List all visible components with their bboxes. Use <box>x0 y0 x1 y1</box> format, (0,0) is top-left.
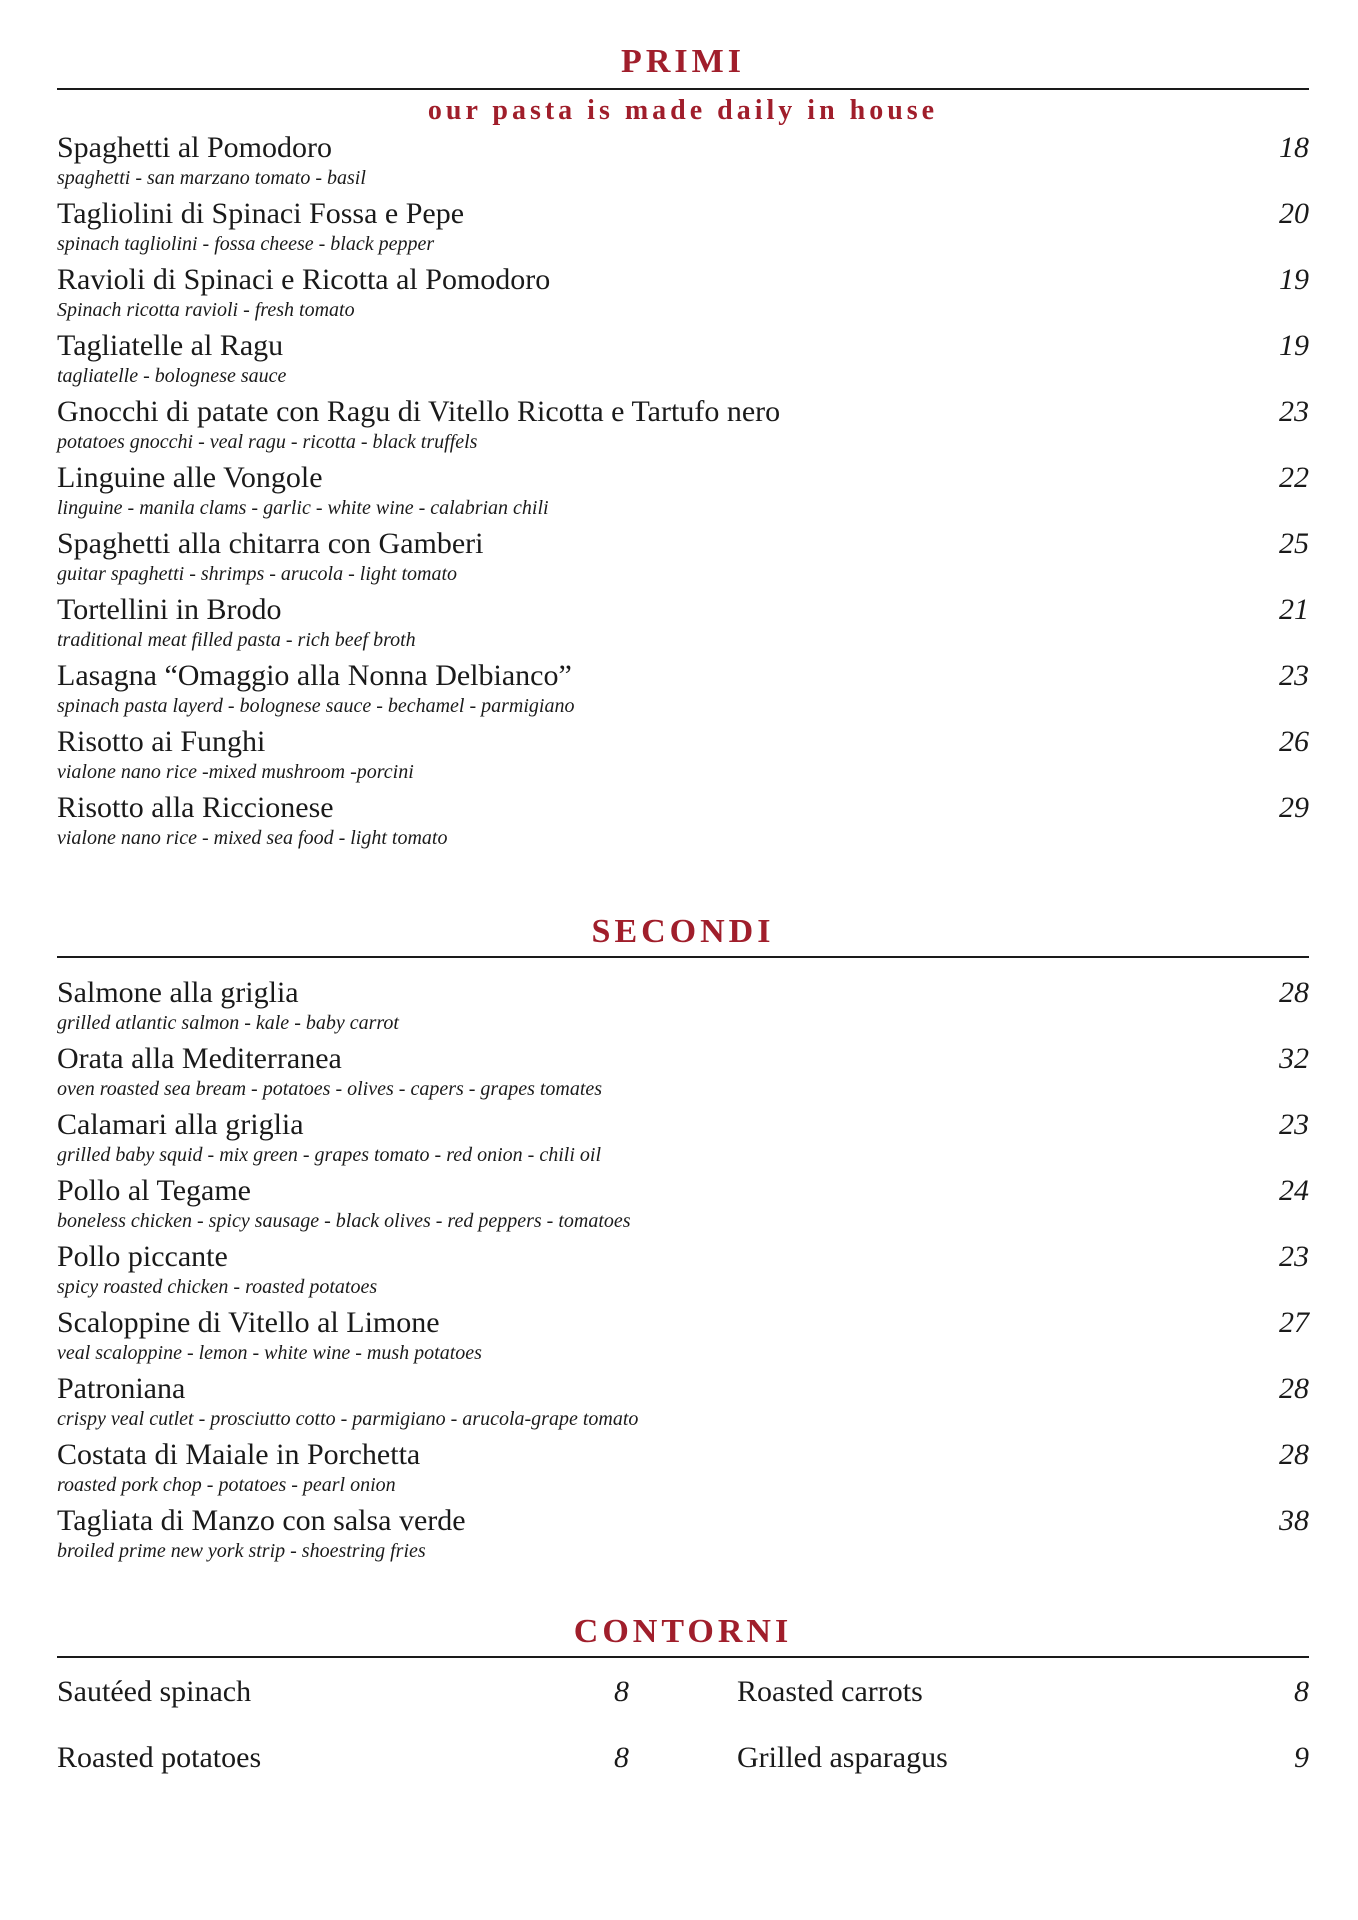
item-description: vialone nano rice -mixed mushroom -porcini <box>57 761 414 783</box>
menu-item <box>57 1239 1309 1303</box>
menu-item <box>57 975 1309 1039</box>
item-name: Spaghetti al Pomodoro <box>57 131 332 164</box>
item-description: guitar spaghetti - shrimps - arucola - light tomato <box>57 563 457 585</box>
item-name: Linguine alle Vongole <box>57 461 323 494</box>
menu-item <box>57 394 1309 458</box>
item-name: Lasagna “Omaggio alla Nonna Delbianco” <box>57 659 572 692</box>
menu-item <box>57 724 1309 788</box>
menu-item <box>57 130 1309 194</box>
menu-item <box>57 1305 1309 1369</box>
secondi-title: SECONDI <box>591 913 775 950</box>
primi-divider <box>57 88 1309 90</box>
menu-item <box>57 1173 1309 1237</box>
item-description: broiled prime new york strip - shoestring fries <box>57 1540 426 1562</box>
menu-item <box>57 1503 1309 1567</box>
item-price: 20 <box>1279 197 1309 230</box>
item-price: 26 <box>1279 725 1309 758</box>
item-name: Tortellini in Brodo <box>57 593 282 626</box>
item-price: 19 <box>1279 329 1309 362</box>
item-name: Calamari alla griglia <box>57 1108 304 1141</box>
item-description: traditional meat filled pasta - rich beef broth <box>57 629 416 651</box>
side-name: Grilled asparagus <box>737 1741 948 1774</box>
item-description: spinach pasta layerd - bolognese sauce - bechamel - parmigiano <box>57 695 575 717</box>
item-name: Tagliatelle al Ragu <box>57 329 284 362</box>
side-price: 9 <box>1294 1741 1309 1774</box>
side-name: Roasted carrots <box>737 1675 923 1708</box>
item-price: 29 <box>1279 791 1309 824</box>
item-name: Patroniana <box>57 1372 186 1405</box>
item-description: crispy veal cutlet - prosciutto cotto - parmigiano - arucola-grape tomato <box>57 1408 639 1430</box>
side-price: 8 <box>614 1741 629 1774</box>
item-description: vialone nano rice - mixed sea food - light tomato <box>57 827 448 849</box>
menu-item <box>57 460 1309 524</box>
item-price: 38 <box>1279 1504 1309 1537</box>
side-item <box>737 1674 1309 1714</box>
item-description: potatoes gnocchi - veal ragu - ricotta - black truffels <box>57 431 478 453</box>
item-price: 23 <box>1279 659 1309 692</box>
item-price: 22 <box>1279 461 1309 494</box>
item-name: Orata alla Mediterranea <box>57 1042 342 1075</box>
item-name: Tagliata di Manzo con salsa verde <box>57 1504 466 1537</box>
item-price: 27 <box>1279 1306 1309 1339</box>
side-item <box>57 1740 629 1780</box>
item-price: 21 <box>1279 593 1309 626</box>
side-price: 8 <box>1294 1675 1309 1708</box>
item-price: 24 <box>1279 1174 1309 1207</box>
item-description: spinach tagliolini - fossa cheese - black pepper <box>57 233 435 255</box>
item-name: Pollo al Tegame <box>57 1174 251 1207</box>
item-price: 23 <box>1279 395 1309 428</box>
item-name: Risotto ai Funghi <box>57 725 266 758</box>
side-price: 8 <box>614 1675 629 1708</box>
menu-item <box>57 1371 1309 1435</box>
side-name: Roasted potatoes <box>57 1741 262 1774</box>
item-description: boneless chicken - spicy sausage - black olives - red peppers - tomatoes <box>57 1210 631 1232</box>
item-name: Tagliolini di Spinaci Fossa e Pepe <box>57 197 465 230</box>
item-name: Costata di Maiale in Porchetta <box>57 1438 421 1471</box>
item-description: spaghetti - san marzano tomato - basil <box>57 167 366 189</box>
item-description: linguine - manila clams - garlic - white wine - calabrian chili <box>57 497 549 519</box>
item-price: 28 <box>1279 1438 1309 1471</box>
menu-item <box>57 790 1309 854</box>
item-description: grilled baby squid - mix green - grapes tomato - red onion - chili oil <box>57 1144 601 1166</box>
item-price: 28 <box>1279 976 1309 1009</box>
item-price: 23 <box>1279 1108 1309 1141</box>
item-price: 32 <box>1279 1042 1309 1075</box>
menu-item <box>57 658 1309 722</box>
side-name: Sautéed spinach <box>57 1675 252 1708</box>
menu-item <box>57 1041 1309 1105</box>
item-price: 25 <box>1279 527 1309 560</box>
menu-item <box>57 526 1309 590</box>
menu-item <box>57 1107 1309 1171</box>
item-price: 23 <box>1279 1240 1309 1273</box>
item-description: Spinach ricotta ravioli - fresh tomato <box>57 299 355 321</box>
contorni-title: CONTORNI <box>573 1613 793 1650</box>
item-name: Gnocchi di patate con Ragu di Vitello Ricotta e Tartufo nero <box>57 395 781 428</box>
menu-item <box>57 1437 1309 1501</box>
item-description: oven roasted sea bream - potatoes - olives - capers - grapes tomates <box>57 1078 603 1100</box>
item-price: 28 <box>1279 1372 1309 1405</box>
item-description: veal scaloppine - lemon - white wine - mush potatoes <box>57 1342 482 1364</box>
item-description: roasted pork chop - potatoes - pearl onion <box>57 1474 396 1496</box>
contorni-divider <box>57 1656 1309 1658</box>
item-price: 19 <box>1279 263 1309 296</box>
menu-item <box>57 196 1309 260</box>
item-name: Risotto alla Riccionese <box>57 791 334 824</box>
item-price: 18 <box>1279 131 1309 164</box>
item-name: Scaloppine di Vitello al Limone <box>57 1306 440 1339</box>
item-name: Spaghetti alla chitarra con Gamberi <box>57 527 484 560</box>
primi-title: PRIMI <box>621 43 745 80</box>
secondi-divider <box>57 956 1309 958</box>
item-name: Salmone alla griglia <box>57 976 299 1009</box>
menu-item <box>57 262 1309 326</box>
item-description: spicy roasted chicken - roasted potatoes <box>57 1276 378 1298</box>
side-item <box>57 1674 629 1714</box>
side-item <box>737 1740 1309 1780</box>
item-description: tagliatelle - bolognese sauce <box>57 365 287 387</box>
primi-subtitle: our pasta is made daily in house <box>427 95 939 126</box>
menu-item <box>57 592 1309 656</box>
item-name: Pollo piccante <box>57 1240 228 1273</box>
item-name: Ravioli di Spinaci e Ricotta al Pomodoro <box>57 263 551 296</box>
menu-item <box>57 328 1309 392</box>
item-description: grilled atlantic salmon - kale - baby carrot <box>57 1012 399 1034</box>
